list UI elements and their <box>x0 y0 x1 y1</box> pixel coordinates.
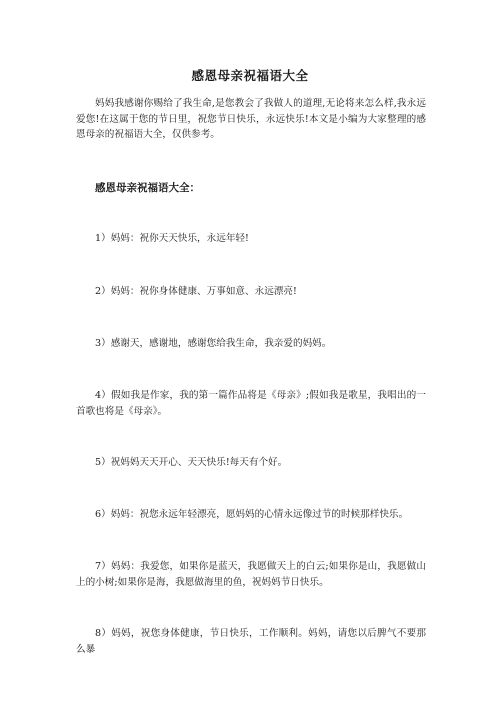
list-item: 7）妈妈：我爱您，如果你是蓝天，我愿做天上的白云;如果你是山，我愿做山上的小树;如果你是海，我愿做海里的鱼，祝妈妈节日快乐。 <box>76 561 426 588</box>
list-item: 4）假如我是作家，我的第一篇作品将是《母亲》;假如我是歌星，我唱出的一首歌也将是《母亲》。 <box>76 390 426 417</box>
list-item: 6）妈妈：祝您永远年轻漂亮，愿妈妈的心情永远像过节的时候那样快乐。 <box>95 509 409 520</box>
document-title: 感恩母亲祝福语大全 <box>191 68 309 83</box>
section-heading: 感恩母亲祝福语大全： <box>95 182 200 194</box>
list-item: 2）妈妈：祝你身体健康、万事如意、永远漂亮! <box>95 286 297 297</box>
intro-paragraph: 妈妈我感谢你赐给了我生命,是您教会了我做人的道理,无论将来怎么样,我永远爱您!在这属于您的节日里，祝您节日快乐，永远快乐!本文是小编为大家整理的感恩母亲的祝福语大全，仅供参考。 <box>76 98 426 140</box>
list-item: 1）妈妈：祝你天天快乐，永远年轻! <box>95 233 249 244</box>
list-item: 8）妈妈，祝您身体健康，节日快乐，工作顺利。妈妈，请您以后脾气不要那么暴 <box>76 628 426 655</box>
list-item: 5）祝妈妈天天开心、天天快乐!每天有个好。 <box>95 457 288 468</box>
list-item: 3）感谢天，感谢地，感谢您给我生命，我亲爱的妈妈。 <box>95 338 332 349</box>
